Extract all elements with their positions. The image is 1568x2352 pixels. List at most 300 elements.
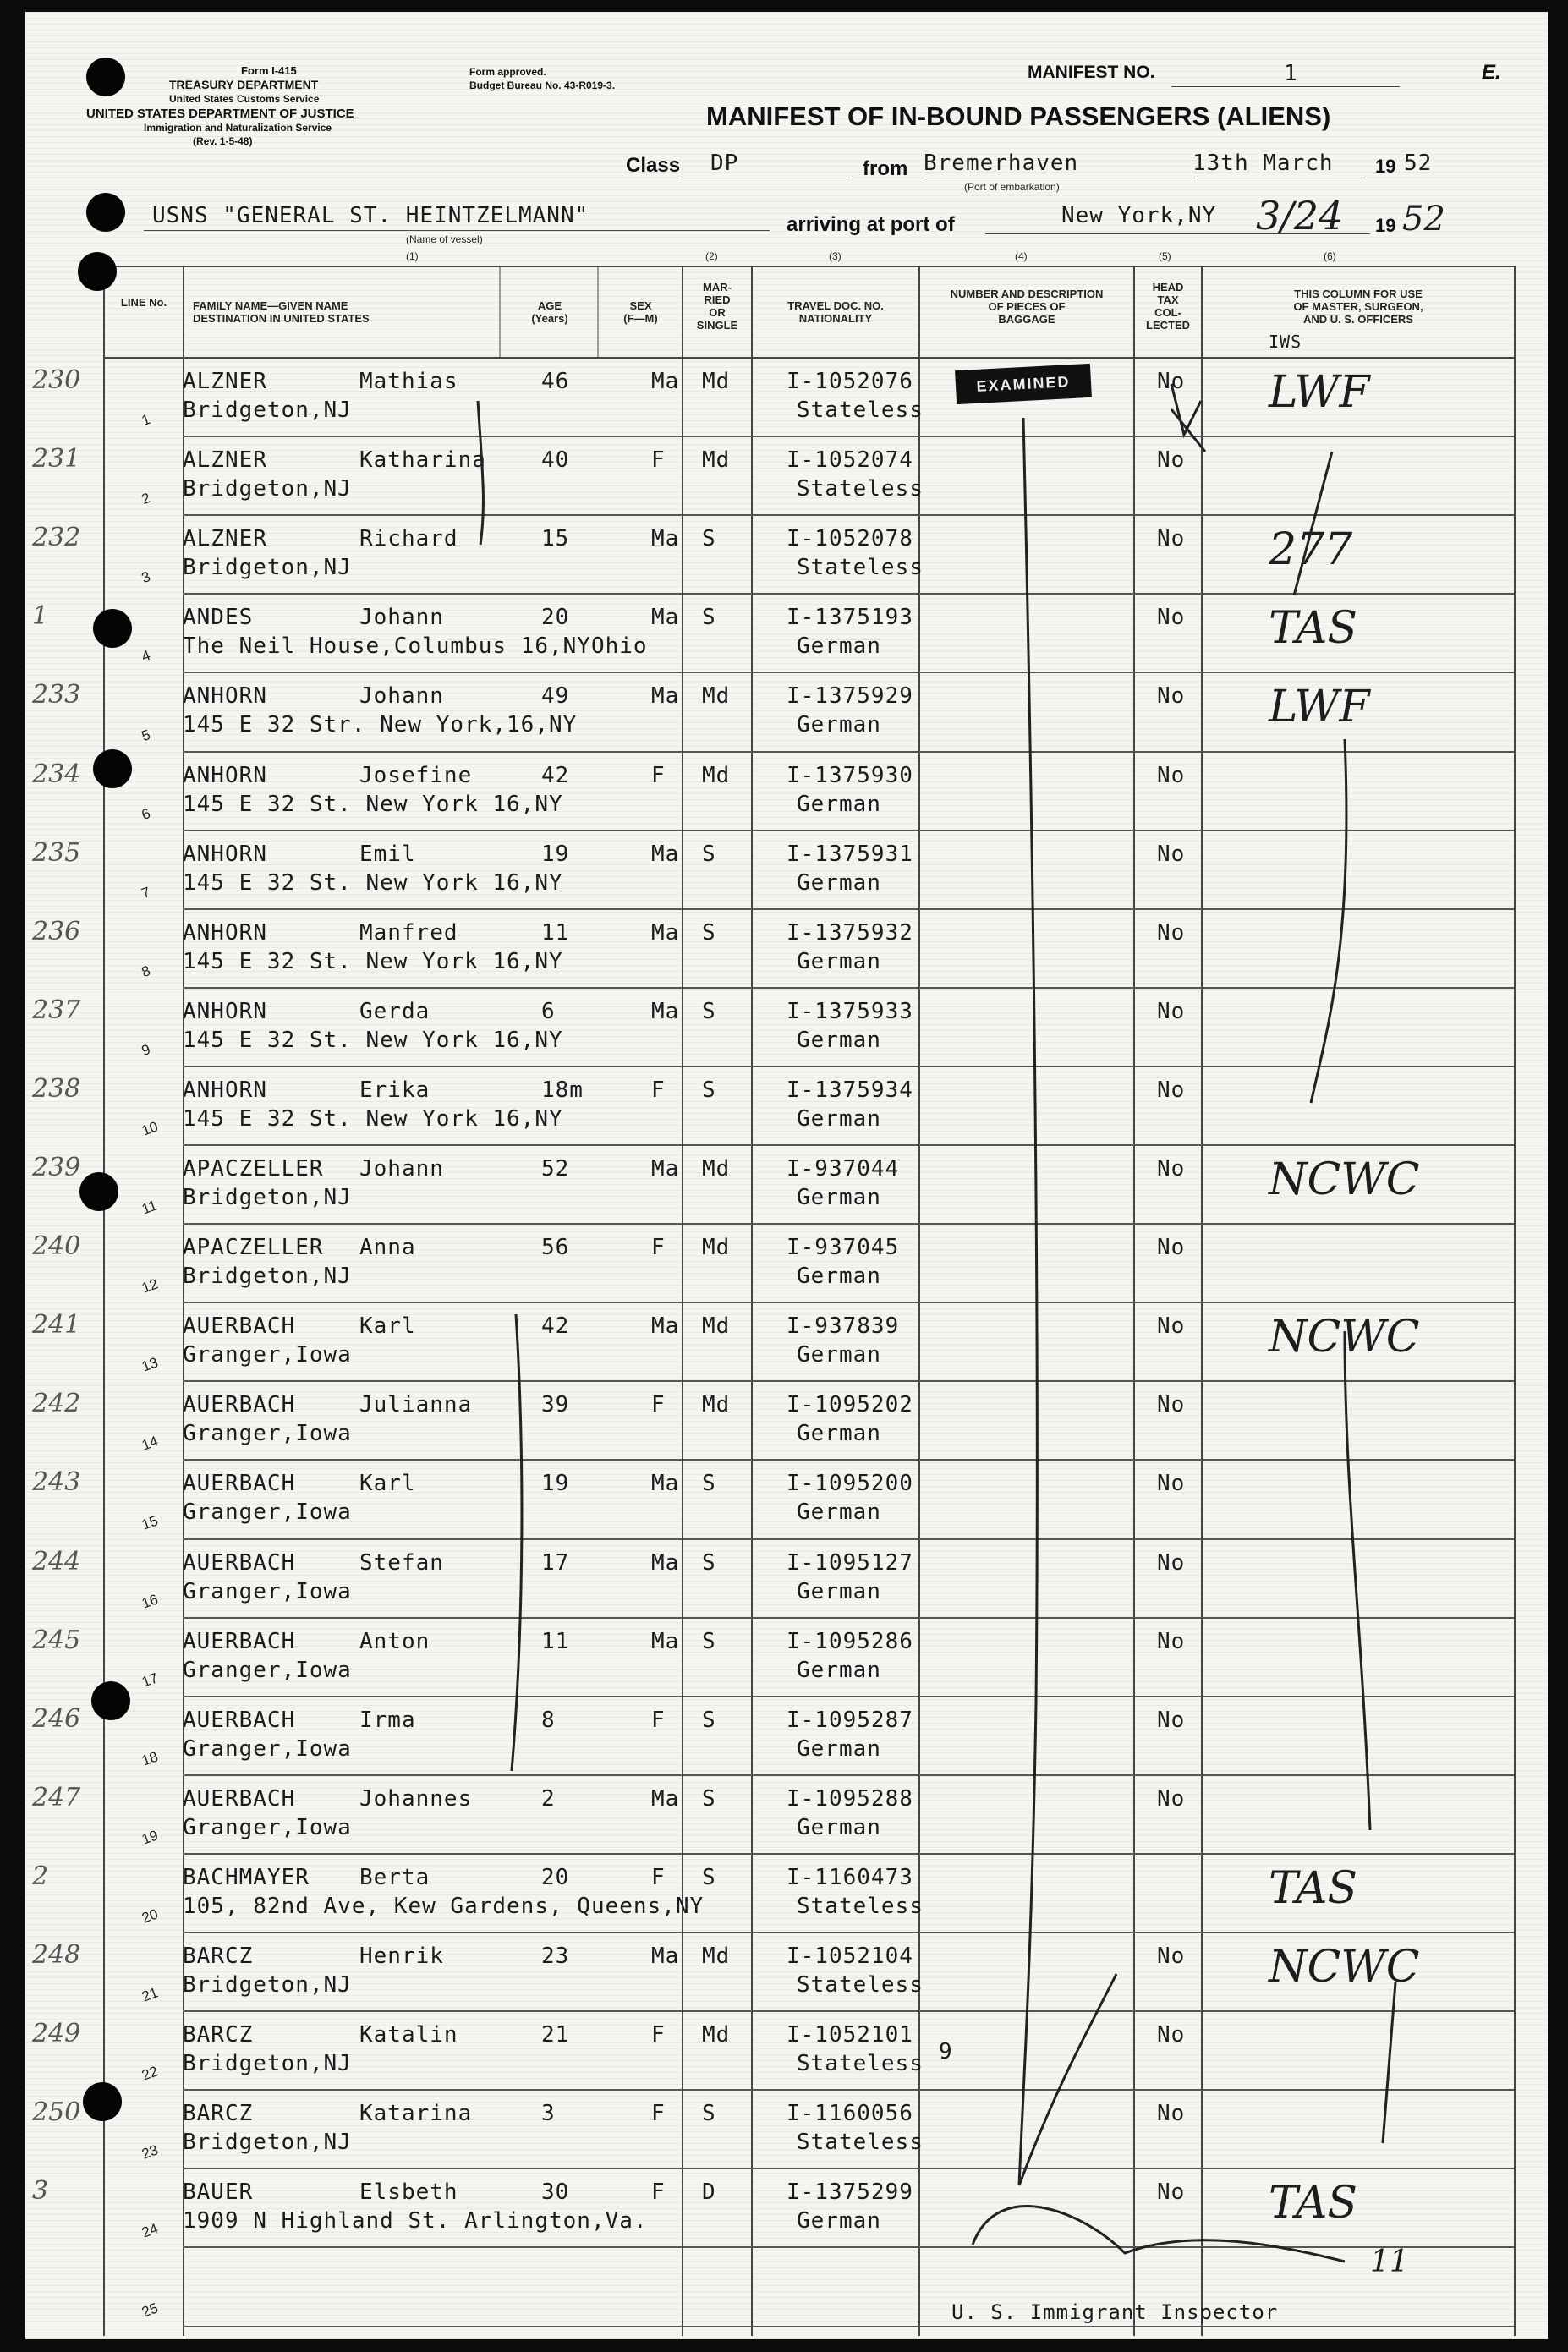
destination: 105, 82nd Ave, Kew Gardens, Queens,NY — [183, 1893, 705, 1919]
header-married: MAR- RIED OR SINGLE — [696, 281, 738, 332]
col-num-5: (5) — [1159, 250, 1171, 262]
age: 56 — [541, 1235, 570, 1261]
nationality: German — [797, 712, 881, 738]
travel-doc-no: I-937044 — [787, 1156, 900, 1181]
arrival-port: New York,NY — [1061, 203, 1217, 228]
line-number: 7 — [139, 883, 153, 902]
family-name: BARCZ — [183, 1944, 254, 1969]
travel-doc-no: I-1095200 — [787, 1471, 913, 1497]
destination: 145 E 32 St. New York 16,NY — [183, 1027, 563, 1053]
ref-number: 234 — [32, 759, 81, 789]
marital-status: S — [702, 605, 716, 631]
header-officers: THIS COLUMN FOR USE OF MASTER, SURGEON, AND U. S. OFFICERS — [1293, 288, 1423, 326]
marital-status: S — [702, 998, 716, 1024]
nationality: Stateless — [797, 476, 924, 502]
marital-status: Md — [702, 369, 731, 394]
departure-year: 52 — [1404, 151, 1433, 176]
from-label: from — [863, 157, 908, 180]
sex: Ma — [651, 1785, 680, 1812]
destination: 145 E 32 St. New York 16,NY — [183, 791, 563, 817]
sex: Ma — [651, 1471, 680, 1497]
destination: Bridgeton,NJ — [183, 1264, 352, 1290]
destination: Granger,Iowa — [183, 1578, 352, 1604]
col-num-1: (1) — [406, 250, 419, 262]
head-tax: No — [1157, 2101, 1186, 2127]
family-name: AUERBACH — [183, 1785, 296, 1812]
sex: Ma — [651, 841, 680, 867]
given-name: Katharina — [359, 447, 486, 474]
given-name: Emil — [359, 841, 416, 867]
nationality: German — [797, 1185, 881, 1210]
sex: Ma — [651, 369, 680, 394]
punch-hole — [86, 193, 125, 232]
col-num-2: (2) — [705, 250, 718, 262]
travel-doc-no: I-1095202 — [787, 1392, 913, 1418]
line-number: 15 — [140, 1511, 161, 1533]
manifest-title: MANIFEST OF IN-BOUND PASSENGERS (ALIENS) — [706, 101, 1331, 131]
ref-number: 242 — [32, 1389, 81, 1419]
line-number: 6 — [139, 804, 153, 823]
port-embarkation-caption: (Port of embarkation) — [964, 181, 1060, 193]
marital-status: Md — [702, 762, 731, 788]
marital-status: S — [702, 1628, 716, 1654]
destination: The Neil House,Columbus 16,NYOhio — [183, 633, 648, 660]
ins-service: Immigration and Naturalization Service — [144, 122, 332, 134]
head-tax: No — [1157, 1156, 1186, 1181]
ref-number: 245 — [32, 1625, 81, 1655]
arrival-year-prefix: 19 — [1375, 215, 1396, 236]
ref-number: 3 — [32, 2176, 49, 2207]
line-number: 21 — [140, 1984, 161, 2005]
head-tax: No — [1157, 526, 1186, 552]
header-age: AGE (Years) — [531, 299, 568, 325]
travel-doc-no: I-937839 — [787, 1313, 900, 1340]
age: 30 — [541, 2179, 570, 2206]
travel-doc-no: I-1095287 — [787, 1707, 913, 1733]
head-tax: No — [1157, 1785, 1186, 1812]
marital-status: Md — [702, 683, 731, 710]
age: 20 — [541, 1864, 570, 1890]
travel-doc-no: I-1052101 — [787, 2022, 913, 2048]
sex: F — [651, 2179, 666, 2206]
inspector-signature — [973, 2207, 1345, 2262]
sex: Ma — [651, 1944, 680, 1969]
head-tax: No — [1157, 919, 1186, 946]
ref-number: 235 — [32, 837, 81, 868]
ref-number: 238 — [32, 1073, 81, 1104]
nationality: German — [797, 2208, 881, 2234]
family-name: BARCZ — [183, 2022, 254, 2048]
form-number: Form I-415 — [241, 64, 297, 77]
head-tax: No — [1157, 1392, 1186, 1418]
nationality: Stateless — [797, 2051, 924, 2077]
marital-status: S — [702, 1077, 716, 1103]
head-tax: No — [1157, 841, 1186, 867]
head-tax: No — [1157, 762, 1186, 788]
age: 8 — [541, 1707, 556, 1733]
punch-hole — [93, 609, 132, 648]
budget-bureau: Budget Bureau No. 43-R019-3. — [469, 79, 616, 91]
nationality: Stateless — [797, 1972, 924, 1998]
age: 17 — [541, 1549, 570, 1576]
col-num-6: (6) — [1324, 250, 1336, 262]
marital-status: Md — [702, 1392, 731, 1418]
sex: Ma — [651, 683, 680, 710]
nationality: German — [797, 1735, 881, 1762]
sex: Ma — [651, 919, 680, 946]
signature-title: U. S. Immigrant Inspector — [951, 2300, 1279, 2324]
travel-doc-no: I-1052104 — [787, 1944, 913, 1969]
baggage-check-tick — [1019, 1974, 1116, 2185]
family-name: ANHORN — [183, 841, 267, 867]
family-name: ANHORN — [183, 1077, 267, 1103]
given-name: Berta — [359, 1864, 430, 1890]
given-name: Erika — [359, 1077, 430, 1103]
family-name: AUERBACH — [183, 1471, 296, 1497]
from-value: Bremerhaven — [924, 151, 1079, 176]
destination: 1909 N Highland St. Arlington,Va. — [183, 2208, 648, 2234]
marital-status: Md — [702, 1235, 731, 1261]
vessel-caption: (Name of vessel) — [406, 233, 483, 245]
ref-number: 240 — [32, 1231, 81, 1262]
line-number: 12 — [140, 1275, 161, 1297]
officer-slash-1 — [1294, 452, 1332, 595]
ref-number: 1 — [32, 601, 49, 632]
sex: F — [651, 762, 666, 788]
ref-number: 250 — [32, 2097, 81, 2128]
destination: 145 E 32 Str. New York,16,NY — [183, 712, 578, 738]
given-name: Stefan — [359, 1549, 444, 1576]
marital-status: S — [702, 2101, 716, 2127]
line-number: 4 — [139, 647, 153, 666]
head-tax: No — [1157, 447, 1186, 474]
nationality: German — [797, 1657, 881, 1683]
officer-note: NCWC — [1269, 1154, 1420, 1205]
ref-number: 236 — [32, 916, 81, 946]
marital-status: S — [702, 841, 716, 867]
head-tax: No — [1157, 2179, 1186, 2206]
form-revision: (Rev. 1-5-48) — [193, 135, 253, 147]
age: 49 — [541, 683, 570, 710]
destination: Bridgeton,NJ — [183, 1972, 352, 1998]
nationality: German — [797, 1814, 881, 1840]
given-name: Elsbeth — [359, 2179, 458, 2206]
officer-slash-4 — [1383, 1982, 1395, 2143]
travel-doc-no: I-1095288 — [787, 1785, 913, 1812]
marital-status: S — [702, 1549, 716, 1576]
ref-number: 239 — [32, 1153, 81, 1182]
header-name: FAMILY NAME—GIVEN NAME DESTINATION IN UNITED STATES — [193, 299, 370, 325]
officer-slash-3 — [1345, 1331, 1370, 1830]
family-name: ALZNER — [183, 526, 267, 552]
travel-doc-no: I-1160056 — [787, 2101, 913, 2127]
head-tax: No — [1157, 1707, 1186, 1733]
destination: Granger,Iowa — [183, 1421, 352, 1447]
destination: Granger,Iowa — [183, 1499, 352, 1526]
ref-number: 233 — [32, 680, 81, 710]
signature-date: 11 — [1370, 2245, 1409, 2279]
family-name: AUERBACH — [183, 1549, 296, 1576]
form-approved: Form approved. — [469, 66, 546, 78]
marital-status: D — [702, 2179, 716, 2206]
travel-doc-no: I-1375931 — [787, 841, 913, 867]
header-line-no: LINE No. — [120, 296, 167, 309]
destination: 145 E 32 St. New York 16,NY — [183, 948, 563, 974]
punch-hole — [91, 1681, 130, 1720]
sex: F — [651, 447, 666, 474]
officer-note: LWF — [1269, 682, 1370, 733]
head-tax: No — [1157, 369, 1186, 394]
line-number: 11 — [140, 1197, 160, 1218]
given-name: Josefine — [359, 762, 473, 788]
marital-status: S — [702, 1471, 716, 1497]
given-name: Irma — [359, 1707, 416, 1733]
sex: Ma — [651, 1549, 680, 1576]
given-name: Henrik — [359, 1944, 444, 1969]
punch-hole — [83, 2082, 122, 2121]
punch-hole — [93, 749, 132, 788]
head-tax: No — [1157, 683, 1186, 710]
line-number: 20 — [140, 1905, 161, 1927]
nationality: German — [797, 791, 881, 817]
marital-status: Md — [702, 2022, 731, 2048]
head-tax: No — [1157, 1628, 1186, 1654]
destination: Bridgeton,NJ — [183, 555, 352, 581]
arrival-year: 52 — [1402, 200, 1445, 238]
given-name: Johann — [359, 605, 444, 631]
travel-doc-no: I-1375299 — [787, 2179, 913, 2206]
nationality: German — [797, 948, 881, 974]
head-tax: No — [1157, 1549, 1186, 1576]
travel-doc-no: I-1375193 — [787, 605, 913, 631]
nationality: German — [797, 1578, 881, 1604]
head-tax: No — [1157, 605, 1186, 631]
travel-doc-no: I-1375934 — [787, 1077, 913, 1103]
sex: F — [651, 1707, 666, 1733]
marital-status: S — [702, 526, 716, 552]
officer-slash-2 — [1311, 739, 1346, 1103]
line-number: 19 — [140, 1827, 161, 1848]
given-name: Manfred — [359, 919, 458, 946]
given-name: Katarina — [359, 2101, 473, 2127]
destination: Granger,Iowa — [183, 1814, 352, 1840]
nationality: Stateless — [797, 2130, 924, 2156]
given-name: Johann — [359, 683, 444, 710]
family-name: ANHORN — [183, 762, 267, 788]
nationality: German — [797, 1264, 881, 1290]
line-number: 16 — [140, 1590, 161, 1612]
age: 20 — [541, 605, 570, 631]
destination: Granger,Iowa — [183, 1342, 352, 1368]
year-prefix: 19 — [1375, 156, 1396, 177]
ref-number: 249 — [32, 2019, 81, 2049]
sex: Ma — [651, 526, 680, 552]
destination: Bridgeton,NJ — [183, 2130, 352, 2156]
ref-number: 230 — [32, 365, 81, 395]
head-tax: No — [1157, 1944, 1186, 1969]
sex: F — [651, 1392, 666, 1418]
family-name: BACHMAYER — [183, 1864, 310, 1890]
age: 52 — [541, 1156, 570, 1181]
marital-status: Md — [702, 447, 731, 474]
punch-hole — [79, 1172, 118, 1211]
line-number: 5 — [139, 726, 153, 744]
manifest-no-label: MANIFEST NO. — [1028, 63, 1155, 82]
family-name: ANHORN — [183, 919, 267, 946]
stamp-text: EXAMINED — [976, 373, 1071, 395]
family-name: AUERBACH — [183, 1392, 296, 1418]
nationality: Stateless — [797, 397, 924, 423]
nationality: German — [797, 1499, 881, 1526]
ref-number: 232 — [32, 523, 81, 553]
corner-mark: E. — [1482, 61, 1501, 84]
punch-hole — [78, 252, 117, 291]
age: 3 — [541, 2101, 556, 2127]
given-name: Johannes — [359, 1785, 473, 1812]
line-number: 22 — [140, 2063, 161, 2084]
travel-doc-no: I-1095286 — [787, 1628, 913, 1654]
officer-note: TAS — [1269, 2178, 1358, 2229]
line-number: 23 — [140, 2141, 161, 2163]
marital-status: Md — [702, 1156, 731, 1181]
age: 19 — [541, 841, 570, 867]
marital-status: Md — [702, 1944, 731, 1969]
travel-doc-no: I-1052074 — [787, 447, 913, 474]
baggage-check-stroke — [1019, 418, 1037, 2185]
destination: 145 E 32 St. New York 16,NY — [183, 869, 563, 896]
class-value: DP — [710, 151, 739, 176]
sex: Ma — [651, 605, 680, 631]
arriving-label: arriving at port of — [787, 213, 955, 236]
nationality: German — [797, 633, 881, 660]
given-name: Richard — [359, 526, 458, 552]
officers-note: IWS — [1269, 332, 1302, 352]
ref-number: 243 — [32, 1467, 81, 1498]
family-name: ALZNER — [183, 447, 267, 474]
line-number: 10 — [140, 1118, 161, 1139]
travel-doc-no: I-1375932 — [787, 919, 913, 946]
officer-note: 277 — [1269, 524, 1353, 576]
family-name: AUERBACH — [183, 1313, 296, 1340]
destination: Bridgeton,NJ — [183, 1185, 352, 1210]
sex: F — [651, 1864, 666, 1890]
sex: F — [651, 2022, 666, 2048]
ref-number: 244 — [32, 1546, 81, 1576]
sex: Ma — [651, 1313, 680, 1340]
ref-number: 246 — [32, 1703, 81, 1734]
head-tax: No — [1157, 1313, 1186, 1340]
destination: Bridgeton,NJ — [183, 397, 352, 423]
travel-doc-no: I-1052076 — [787, 369, 913, 394]
age: 11 — [541, 919, 570, 946]
line-number: 13 — [140, 1354, 161, 1375]
travel-doc-no: I-1375929 — [787, 683, 913, 710]
age: 39 — [541, 1392, 570, 1418]
age: 18m — [541, 1077, 584, 1103]
ref-number: 247 — [32, 1782, 81, 1812]
line-number: 8 — [139, 962, 153, 980]
sex: Ma — [651, 1156, 680, 1181]
manifest-no-value: 1 — [1284, 61, 1298, 86]
age: 19 — [541, 1471, 570, 1497]
class-label: Class — [626, 154, 681, 177]
head-tax: No — [1157, 1471, 1186, 1497]
officer-note: TAS — [1269, 603, 1358, 655]
family-name: ANHORN — [183, 998, 267, 1024]
line-number: 1 — [139, 411, 153, 430]
head-tax: No — [1157, 1077, 1186, 1103]
vessel-name: USNS "GENERAL ST. HEINTZELMANN" — [152, 203, 589, 228]
destination: Bridgeton,NJ — [183, 476, 352, 502]
ref-number: 241 — [32, 1310, 81, 1340]
sex: Ma — [651, 1628, 680, 1654]
baggage: 9 — [939, 2039, 953, 2065]
age-bracket-1 — [478, 401, 483, 545]
marital-status: S — [702, 1864, 716, 1890]
ref-number: 248 — [32, 1940, 81, 1970]
destination: 145 E 32 St. New York 16,NY — [183, 1105, 563, 1132]
punch-hole — [86, 58, 125, 96]
travel-doc-no: I-937045 — [787, 1235, 900, 1261]
header-travel-doc: TRAVEL DOC. NO. NATIONALITY — [787, 299, 884, 325]
sex: Ma — [651, 998, 680, 1024]
family-name: ALZNER — [183, 369, 267, 394]
sex: F — [651, 2101, 666, 2127]
manifest-page — [25, 12, 1548, 2339]
age: 15 — [541, 526, 570, 552]
head-tax: No — [1157, 998, 1186, 1024]
family-name: BAUER — [183, 2179, 254, 2206]
col-num-3: (3) — [829, 250, 842, 262]
age: 21 — [541, 2022, 570, 2048]
nationality: German — [797, 1105, 881, 1132]
officer-note: LWF — [1269, 367, 1370, 418]
given-name: Gerda — [359, 998, 430, 1024]
family-name: ANHORN — [183, 683, 267, 710]
age: 23 — [541, 1944, 570, 1969]
departure-date: 13th March — [1192, 151, 1334, 176]
tax-r-mark — [1171, 384, 1205, 452]
ref-number: 231 — [32, 444, 81, 474]
marital-status: S — [702, 1707, 716, 1733]
marital-status: Md — [702, 1313, 731, 1340]
sex: F — [651, 1235, 666, 1261]
customs-service: United States Customs Service — [169, 93, 320, 105]
nationality: German — [797, 869, 881, 896]
sex: F — [651, 1077, 666, 1103]
marital-status: S — [702, 1785, 716, 1812]
line-number: 25 — [140, 2299, 161, 2321]
header-head-tax: HEAD TAX COL- LECTED — [1146, 281, 1190, 332]
destination: Granger,Iowa — [183, 1735, 352, 1762]
head-tax: No — [1157, 1235, 1186, 1261]
family-name: APACZELLER — [183, 1235, 324, 1261]
family-name: APACZELLER — [183, 1156, 324, 1181]
given-name: Karl — [359, 1471, 416, 1497]
destination: Bridgeton,NJ — [183, 2051, 352, 2077]
head-tax: No — [1157, 2022, 1186, 2048]
header-sex: SEX (F—M) — [623, 299, 658, 325]
marital-status: S — [702, 919, 716, 946]
arrival-date: 3/24 — [1256, 193, 1344, 238]
destination: Granger,Iowa — [183, 1657, 352, 1683]
ref-number: 2 — [32, 1861, 49, 1891]
officer-note: NCWC — [1269, 1942, 1420, 1993]
given-name: Julianna — [359, 1392, 473, 1418]
officer-note: TAS — [1269, 1862, 1358, 1914]
family-name: AUERBACH — [183, 1707, 296, 1733]
family-name: AUERBACH — [183, 1628, 296, 1654]
